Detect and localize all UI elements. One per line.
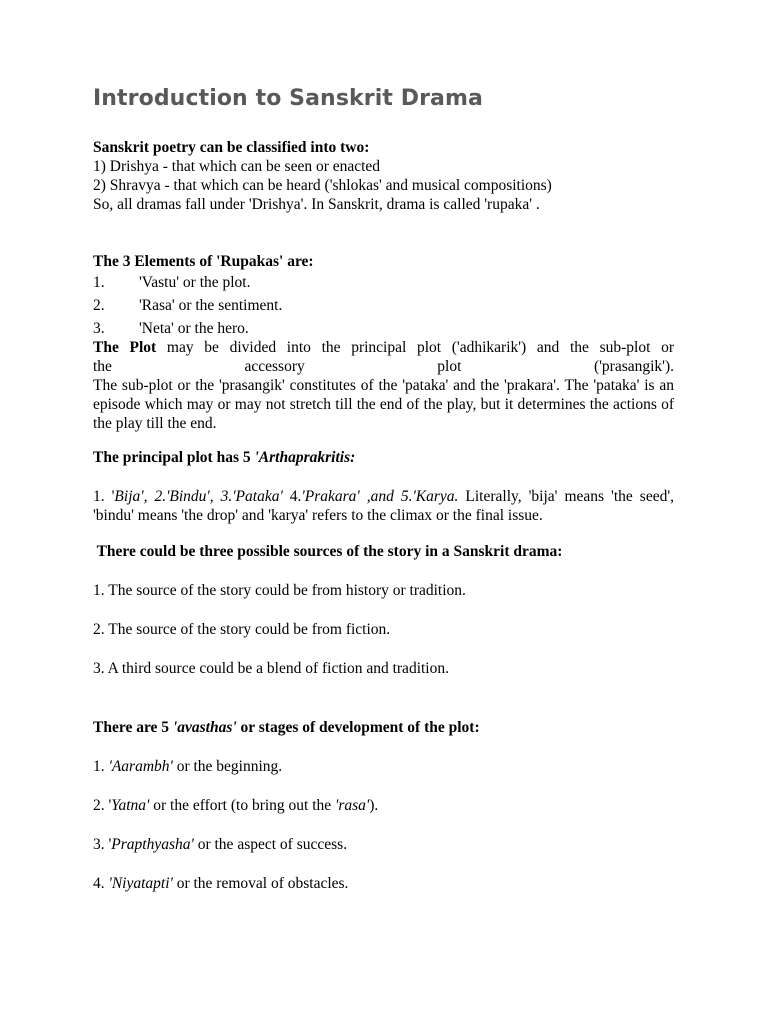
principal-heading bbox=[93, 448, 674, 467]
avastha-meaning: or the aspect of success. bbox=[193, 836, 348, 853]
source-item-1: 1. The source of the story could be from history or tradition. bbox=[93, 582, 466, 599]
page-title: Introduction to Sanskrit Drama bbox=[93, 86, 483, 111]
avasthas-heading-text: There are 5 bbox=[93, 719, 173, 736]
list-item-number: 1. bbox=[93, 274, 105, 291]
avastha-meaning: or the effort (to bring out the bbox=[149, 797, 336, 814]
source-item-3: 3. A third source could be a blend of fiction and tradition. bbox=[93, 660, 449, 677]
principal-paragraph bbox=[93, 487, 674, 525]
source-item-2: 2. The source of the story could be from fiction. bbox=[93, 621, 391, 638]
avastha-term: Prapthyasha' bbox=[111, 836, 194, 853]
list-item-text: 'Rasa' or the sentiment. bbox=[139, 297, 283, 314]
list-item-text: 'Vastu' or the plot. bbox=[139, 274, 251, 291]
intro-line-1: 1) Drishya - that which can be seen or enacted bbox=[93, 158, 381, 175]
principal-heading-term: 'Arthaprakritis: bbox=[254, 449, 356, 466]
avastha-number: 3. ' bbox=[93, 836, 112, 853]
avastha-meaning: or the beginning. bbox=[172, 758, 283, 775]
plot-lead: The Plot bbox=[93, 339, 157, 356]
plot-paragraph bbox=[93, 338, 674, 433]
avastha-item-1 bbox=[93, 757, 674, 776]
intro-heading: Sanskrit poetry can be classified into two: bbox=[93, 139, 370, 156]
intro-line-2: 2) Shravya - that which can be heard ('shlokas' and musical compositions) bbox=[93, 177, 552, 194]
avasthas-heading bbox=[93, 718, 674, 737]
principal-terms-1: Bija', 2.'Bindu', 3.'Pataka' bbox=[114, 488, 283, 505]
plot-line-1-rest: may be divided into the principal plot ('adhikarik') and the sub-plot or bbox=[156, 339, 674, 356]
avasthas-heading-rest: or stages of development of the plot: bbox=[236, 719, 480, 736]
list-item bbox=[93, 271, 674, 294]
avastha-term: Yatna' bbox=[111, 797, 150, 814]
elements-list bbox=[93, 271, 674, 340]
avastha-term: 'Aarambh' bbox=[108, 758, 173, 775]
avastha-item-3 bbox=[93, 835, 674, 854]
principal-explanation: Literally, 'bija' means 'the seed', 'bindu' means 'the drop' and 'karya' refers to the climax or the final issue. bbox=[93, 488, 674, 524]
list-item bbox=[93, 294, 674, 317]
avastha-item-2 bbox=[93, 796, 674, 815]
avastha-meaning: or the removal of obstacles. bbox=[172, 875, 349, 892]
avastha-number: 4. bbox=[93, 875, 109, 892]
list-item bbox=[93, 317, 674, 340]
principal-num-1: 1. ' bbox=[93, 488, 115, 505]
list-item-text: 'Neta' or the hero. bbox=[139, 320, 249, 337]
avastha-rasa-term: 'rasa' bbox=[335, 797, 370, 814]
principal-num-2: 4. bbox=[282, 488, 302, 505]
avastha-term: 'Niyatapti' bbox=[108, 875, 173, 892]
list-item-number: 3. bbox=[93, 320, 105, 337]
plot-line-2: the accessory plot ('prasangik'). bbox=[93, 358, 674, 375]
intro-line-3: So, all dramas fall under 'Drishya'. In Sanskrit, drama is called 'rupaka' . bbox=[93, 196, 540, 213]
list-item-number: 2. bbox=[93, 297, 105, 314]
plot-rest: The sub-plot or the 'prasangik' constitutes of the 'pataka' and the 'prakara'. The 'pataka' is an episode which may or may not stretch till the end of the play, but it determines the actions of the play till the end. bbox=[93, 377, 674, 432]
avastha-number: 2. ' bbox=[93, 797, 112, 814]
avastha-item-4 bbox=[93, 874, 674, 893]
avasthas-heading-term: 'avasthas' bbox=[172, 719, 237, 736]
document-page bbox=[93, 84, 674, 893]
elements-heading: The 3 Elements of 'Rupakas' are: bbox=[93, 253, 314, 270]
principal-terms-2: 'Prakara' ,and 5.'Karya. bbox=[301, 488, 459, 505]
avastha-number: 1. bbox=[93, 758, 109, 775]
sources-heading: There could be three possible sources of the story in a Sanskrit drama: bbox=[93, 543, 563, 560]
principal-heading-text: The principal plot has 5 bbox=[93, 449, 255, 466]
plot-line-1 bbox=[93, 338, 674, 357]
avastha-meaning-end: ). bbox=[369, 797, 379, 814]
